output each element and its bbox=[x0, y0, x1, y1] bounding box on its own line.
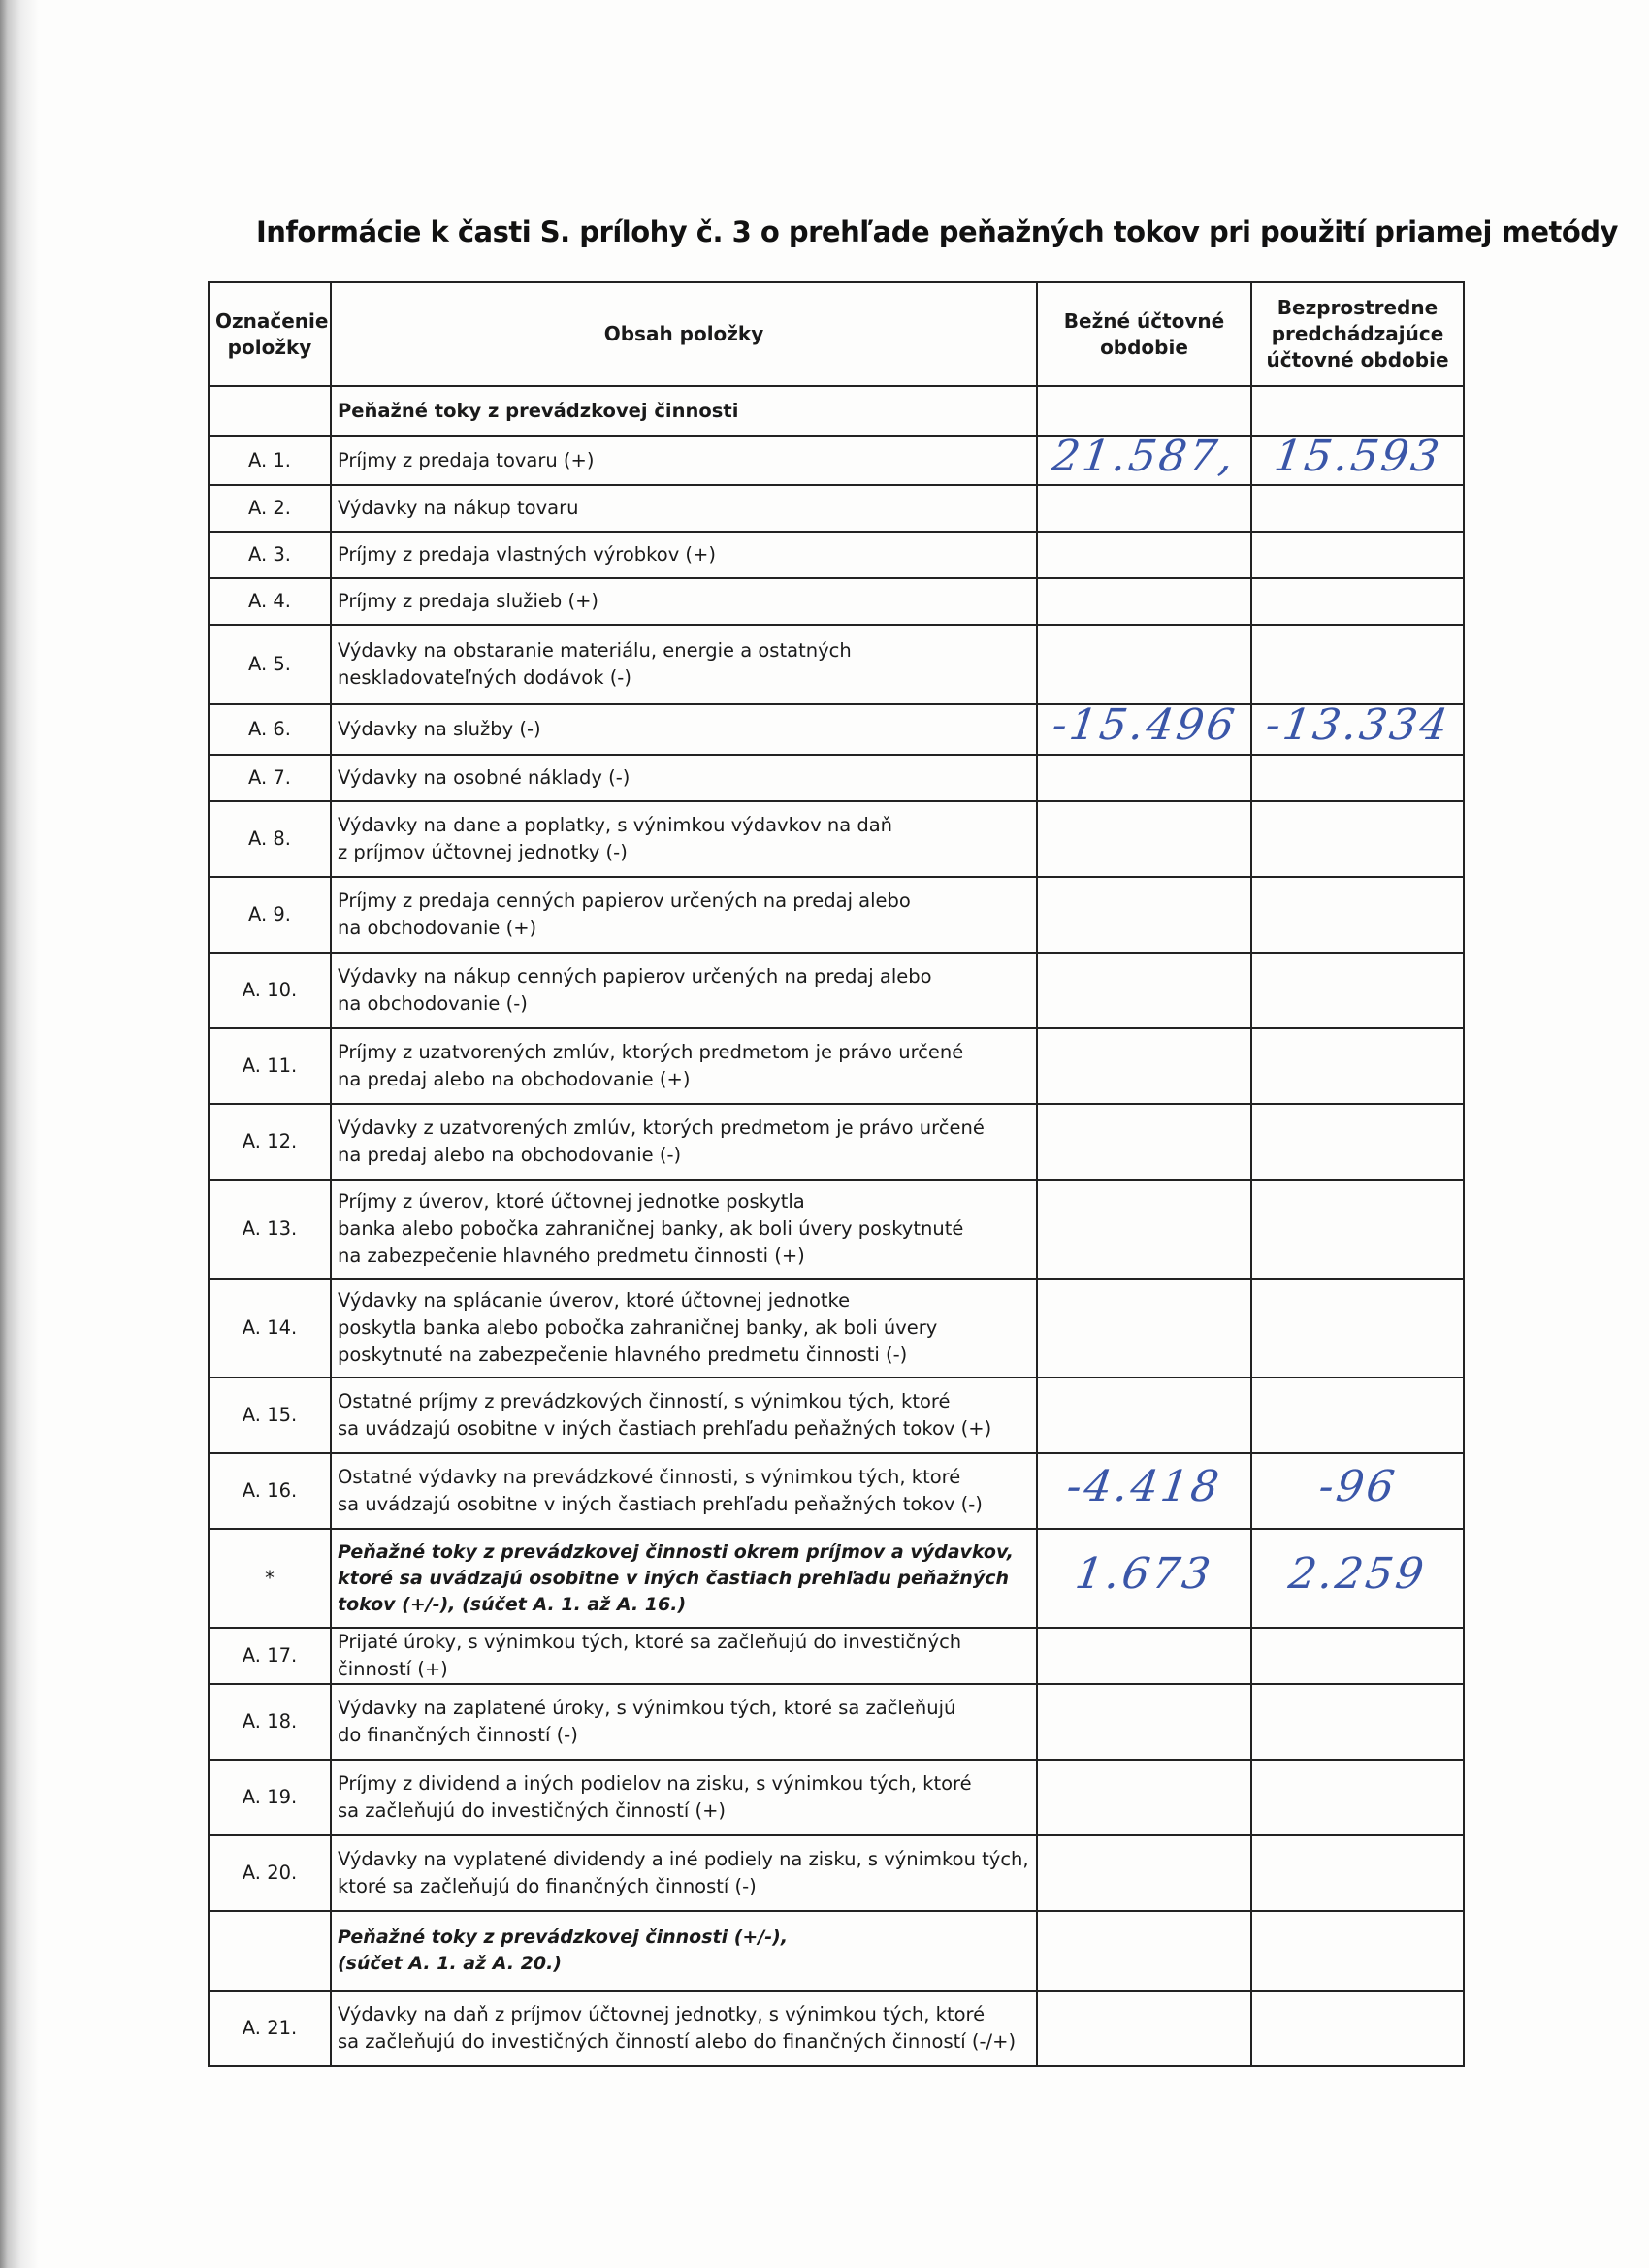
row-description-line: Ostatné príjmy z prevádzkových činností, s výnimkou tých, ktoré bbox=[338, 1390, 951, 1412]
row-code: A. 14. bbox=[209, 1279, 331, 1377]
row-description-line: sa uvádzajú osobitne v iných častiach prehľadu peňažných tokov (+) bbox=[338, 1417, 992, 1440]
row-description-line: Peňažné toky z prevádzkovej činnosti bbox=[338, 399, 739, 422]
row-description-line: tokov (+/-), (súčet A. 1. až A. 16.) bbox=[338, 1593, 687, 1615]
value-cell-current-period[interactable] bbox=[1037, 1453, 1251, 1529]
value-cell-previous-period[interactable] bbox=[1251, 1991, 1464, 2066]
value-cell-previous-period[interactable] bbox=[1251, 578, 1464, 625]
value-cell-previous-period[interactable] bbox=[1251, 1529, 1464, 1628]
row-code: A. 19. bbox=[209, 1760, 331, 1835]
handwritten-value: -4.418 bbox=[1063, 1462, 1225, 1511]
row-code: A. 6. bbox=[209, 704, 331, 755]
row-description-line: Výdavky na vyplatené dividendy a iné podiely na zisku, s výnimkou tých, bbox=[338, 1848, 1029, 1870]
row-description-line: Výdavky na obstaranie materiálu, energie a ostatných bbox=[338, 639, 852, 662]
row-description-line: Výdavky z uzatvorených zmlúv, ktorých predmetom je právo určené bbox=[338, 1117, 985, 1139]
table-row bbox=[209, 578, 1464, 625]
value-cell-current-period[interactable] bbox=[1037, 578, 1251, 625]
value-cell-previous-period[interactable] bbox=[1251, 1684, 1464, 1760]
row-code: A. 3. bbox=[209, 532, 331, 578]
row-description-line: Príjmy z úverov, ktoré účtovnej jednotke poskytla bbox=[338, 1190, 805, 1213]
row-description bbox=[331, 1684, 1037, 1760]
table-row bbox=[209, 532, 1464, 578]
row-description bbox=[331, 1028, 1037, 1104]
row-description bbox=[331, 953, 1037, 1028]
value-cell-previous-period[interactable] bbox=[1251, 1760, 1464, 1835]
row-description bbox=[331, 801, 1037, 877]
table-row bbox=[209, 1279, 1464, 1377]
value-cell-previous-period[interactable] bbox=[1251, 1028, 1464, 1104]
value-cell-previous-period[interactable] bbox=[1251, 700, 1464, 755]
value-cell-previous-period[interactable] bbox=[1251, 801, 1464, 877]
page-title: Informácie k časti S. prílohy č. 3 o prehľade peňažných tokov pri použití priamej metódy bbox=[256, 215, 1618, 248]
row-description-line: poskytla banka alebo pobočka zahraničnej banky, ak boli úvery bbox=[338, 1316, 938, 1339]
value-cell-current-period[interactable] bbox=[1037, 1529, 1251, 1628]
table-row bbox=[209, 1453, 1464, 1529]
value-cell-previous-period[interactable] bbox=[1251, 485, 1464, 532]
row-code: * bbox=[209, 1529, 331, 1628]
row-description-line: Ostatné výdavky na prevádzkové činnosti, s výnimkou tých, ktoré bbox=[338, 1466, 961, 1488]
value-cell-previous-period[interactable] bbox=[1251, 386, 1464, 436]
scan-binding-shadow bbox=[0, 0, 39, 2268]
table-row bbox=[209, 386, 1464, 436]
value-cell-previous-period[interactable] bbox=[1251, 953, 1464, 1028]
table-row bbox=[209, 801, 1464, 877]
row-code: A. 15. bbox=[209, 1377, 331, 1453]
table-header-row bbox=[209, 282, 1464, 386]
value-cell-previous-period[interactable] bbox=[1251, 431, 1464, 485]
value-cell-previous-period[interactable] bbox=[1251, 1279, 1464, 1377]
table-row bbox=[209, 1911, 1464, 1991]
table-row bbox=[209, 1684, 1464, 1760]
row-code: A. 11. bbox=[209, 1028, 331, 1104]
cash-flow-table bbox=[208, 281, 1465, 2067]
row-description-line: Výdavky na dane a poplatky, s výnimkou výdavkov na daň bbox=[338, 814, 893, 836]
row-description-line: na obchodovanie (+) bbox=[338, 917, 537, 939]
table-row bbox=[209, 1628, 1464, 1684]
row-code: A. 1. bbox=[209, 436, 331, 485]
value-cell-current-period[interactable] bbox=[1037, 386, 1251, 436]
row-description bbox=[331, 704, 1037, 755]
row-description bbox=[331, 1377, 1037, 1453]
table-row bbox=[209, 1991, 1464, 2066]
row-description bbox=[331, 625, 1037, 704]
value-cell-current-period[interactable] bbox=[1037, 485, 1251, 532]
row-code: A. 16. bbox=[209, 1453, 331, 1529]
row-description-line: sa začleňujú do investičných činností alebo do finančných činností (-/+) bbox=[338, 2030, 1017, 2053]
row-description-line: neskladovateľných dodávok (-) bbox=[338, 666, 631, 689]
value-cell-current-period[interactable] bbox=[1037, 755, 1251, 801]
table-row bbox=[209, 1028, 1464, 1104]
table-row bbox=[209, 1180, 1464, 1279]
value-cell-previous-period[interactable] bbox=[1251, 1835, 1464, 1911]
row-code: A. 13. bbox=[209, 1180, 331, 1279]
row-description-line: Výdavky na splácanie úverov, ktoré účtovnej jednotke bbox=[338, 1289, 851, 1312]
table-row bbox=[209, 1835, 1464, 1911]
handwritten-value: 2.259 bbox=[1285, 1549, 1430, 1599]
row-description-line: ktoré sa začleňujú do finančných činností (-) bbox=[338, 1875, 757, 1897]
row-description-line: banka alebo pobočka zahraničnej banky, ak boli úvery poskytnuté bbox=[338, 1217, 964, 1240]
row-description bbox=[331, 1180, 1037, 1279]
value-cell-current-period[interactable] bbox=[1037, 700, 1251, 755]
row-description-line: na zabezpečenie hlavného predmetu činnosti (+) bbox=[338, 1245, 805, 1267]
row-description-line: na obchodovanie (-) bbox=[338, 992, 528, 1015]
value-cell-previous-period[interactable] bbox=[1251, 532, 1464, 578]
row-description-line: Výdavky na nákup cenných papierov určených na predaj alebo bbox=[338, 965, 932, 988]
row-description-line: Peňažné toky z prevádzkovej činnosti okrem príjmov a výdavkov, bbox=[338, 1540, 1014, 1563]
table-row bbox=[209, 436, 1464, 485]
value-cell-current-period[interactable] bbox=[1037, 1628, 1251, 1684]
value-cell-current-period[interactable] bbox=[1037, 431, 1251, 485]
value-cell-current-period[interactable] bbox=[1037, 532, 1251, 578]
value-cell-previous-period[interactable] bbox=[1251, 1180, 1464, 1279]
value-cell-current-period[interactable] bbox=[1037, 1377, 1251, 1453]
row-description-line: z príjmov účtovnej jednotky (-) bbox=[338, 841, 628, 863]
row-description-line: Výdavky na služby (-) bbox=[338, 718, 541, 740]
row-description-line: sa začleňujú do investičných činností (+) bbox=[338, 1799, 727, 1822]
value-cell-current-period[interactable] bbox=[1037, 625, 1251, 704]
value-cell-current-period[interactable] bbox=[1037, 1684, 1251, 1760]
row-description bbox=[331, 436, 1037, 485]
row-description bbox=[331, 532, 1037, 578]
row-description-line: Výdavky na zaplatené úroky, s výnimkou tých, ktoré sa začleňujú bbox=[338, 1697, 956, 1719]
value-cell-current-period[interactable] bbox=[1037, 1760, 1251, 1835]
row-code bbox=[209, 386, 331, 436]
handwritten-value: 15.593 bbox=[1271, 431, 1445, 481]
row-description-line: Peňažné toky z prevádzkovej činnosti (+/-), bbox=[338, 1927, 789, 1948]
row-description-line: Príjmy z dividend a iných podielov na zisku, s výnimkou tých, ktoré bbox=[338, 1772, 972, 1795]
row-description bbox=[331, 485, 1037, 532]
row-description-line: Príjmy z predaja cenných papierov určených na predaj alebo bbox=[338, 890, 911, 912]
row-description-line: Príjmy z uzatvorených zmlúv, ktorých predmetom je právo určené bbox=[338, 1041, 964, 1063]
handwritten-value: -13.334 bbox=[1262, 700, 1454, 750]
row-code: A. 20. bbox=[209, 1835, 331, 1911]
column-header-current-period: Bežné účtovné obdobie bbox=[1037, 282, 1251, 386]
table-body bbox=[209, 386, 1464, 2066]
row-code: A. 10. bbox=[209, 953, 331, 1028]
row-description bbox=[331, 1760, 1037, 1835]
row-description bbox=[331, 1835, 1037, 1911]
row-description-line: Príjmy z predaja vlastných výrobkov (+) bbox=[338, 543, 716, 566]
row-description bbox=[331, 1279, 1037, 1377]
table-row bbox=[209, 1760, 1464, 1835]
row-description-line: poskytnuté na zabezpečenie hlavného predmetu činnosti (-) bbox=[338, 1344, 908, 1366]
column-header-previous-period: Bezprostredne predchádzajúce účtovné obdobie bbox=[1251, 282, 1464, 386]
table-row bbox=[209, 485, 1464, 532]
value-cell-previous-period[interactable] bbox=[1251, 755, 1464, 801]
value-cell-current-period[interactable] bbox=[1037, 1279, 1251, 1377]
value-cell-current-period[interactable] bbox=[1037, 1180, 1251, 1279]
row-description bbox=[331, 1104, 1037, 1180]
value-cell-previous-period[interactable] bbox=[1251, 1104, 1464, 1180]
row-description-line: Príjmy z predaja tovaru (+) bbox=[338, 448, 595, 471]
row-description-line: Výdavky na daň z príjmov účtovnej jednotky, s výnimkou tých, ktoré bbox=[338, 2003, 986, 2025]
table-row bbox=[209, 625, 1464, 704]
column-header-content: Obsah položky bbox=[331, 282, 1037, 386]
row-description bbox=[331, 877, 1037, 953]
row-code: A. 2. bbox=[209, 485, 331, 532]
table-row bbox=[209, 1529, 1464, 1628]
row-description-line: (súčet A. 1. až A. 20.) bbox=[338, 1953, 563, 1974]
row-description-line: Prijaté úroky, s výnimkou tých, ktoré sa začleňujú do investičných činností (+) bbox=[338, 1631, 962, 1680]
row-description-line: ktoré sa uvádzajú osobitne v iných častiach prehľadu peňažných bbox=[338, 1567, 1009, 1589]
row-description bbox=[331, 1911, 1037, 1991]
row-code: A. 17. bbox=[209, 1628, 331, 1684]
row-description-line: na predaj alebo na obchodovanie (-) bbox=[338, 1144, 682, 1166]
row-code: A. 21. bbox=[209, 1991, 331, 2066]
row-description bbox=[331, 1991, 1037, 2066]
table-row bbox=[209, 1104, 1464, 1180]
row-code bbox=[209, 1911, 331, 1991]
table-row bbox=[209, 704, 1464, 755]
row-description-line: na predaj alebo na obchodovanie (+) bbox=[338, 1068, 691, 1090]
row-code: A. 12. bbox=[209, 1104, 331, 1180]
value-cell-current-period[interactable] bbox=[1037, 1104, 1251, 1180]
value-cell-previous-period[interactable] bbox=[1251, 1911, 1464, 1991]
value-cell-previous-period[interactable] bbox=[1251, 877, 1464, 953]
row-description bbox=[331, 1453, 1037, 1529]
handwritten-value: 1.673 bbox=[1072, 1549, 1216, 1599]
value-cell-current-period[interactable] bbox=[1037, 1911, 1251, 1991]
value-cell-current-period[interactable] bbox=[1037, 953, 1251, 1028]
value-cell-current-period[interactable] bbox=[1037, 801, 1251, 877]
row-code: A. 18. bbox=[209, 1684, 331, 1760]
row-description-line: sa uvádzajú osobitne v iných častiach prehľadu peňažných tokov (-) bbox=[338, 1493, 983, 1515]
column-header-code: Označenie položky bbox=[209, 282, 331, 386]
value-cell-current-period[interactable] bbox=[1037, 877, 1251, 953]
table-row bbox=[209, 1377, 1464, 1453]
row-description-line: Výdavky na nákup tovaru bbox=[338, 497, 579, 519]
row-code: A. 7. bbox=[209, 755, 331, 801]
value-cell-previous-period[interactable] bbox=[1251, 1453, 1464, 1529]
table-row bbox=[209, 877, 1464, 953]
row-description bbox=[331, 755, 1037, 801]
value-cell-previous-period[interactable] bbox=[1251, 1628, 1464, 1684]
row-code: A. 5. bbox=[209, 625, 331, 704]
handwritten-value: -96 bbox=[1315, 1462, 1401, 1511]
table-row bbox=[209, 953, 1464, 1028]
row-description-line: Výdavky na osobné náklady (-) bbox=[338, 766, 630, 789]
row-description bbox=[331, 386, 1037, 436]
row-description bbox=[331, 578, 1037, 625]
row-description bbox=[331, 1628, 1037, 1684]
value-cell-current-period[interactable] bbox=[1037, 1028, 1251, 1104]
handwritten-value: 21.587, bbox=[1049, 431, 1240, 481]
row-description-line: Príjmy z predaja služieb (+) bbox=[338, 590, 599, 612]
row-code: A. 4. bbox=[209, 578, 331, 625]
value-cell-current-period[interactable] bbox=[1037, 1835, 1251, 1911]
row-description bbox=[331, 1529, 1037, 1628]
row-code: A. 9. bbox=[209, 877, 331, 953]
table-row bbox=[209, 755, 1464, 801]
row-code: A. 8. bbox=[209, 801, 331, 877]
row-description-line: do finančných činností (-) bbox=[338, 1724, 578, 1746]
value-cell-previous-period[interactable] bbox=[1251, 1377, 1464, 1453]
value-cell-current-period[interactable] bbox=[1037, 1991, 1251, 2066]
value-cell-previous-period[interactable] bbox=[1251, 625, 1464, 704]
handwritten-value: -15.496 bbox=[1049, 700, 1241, 750]
